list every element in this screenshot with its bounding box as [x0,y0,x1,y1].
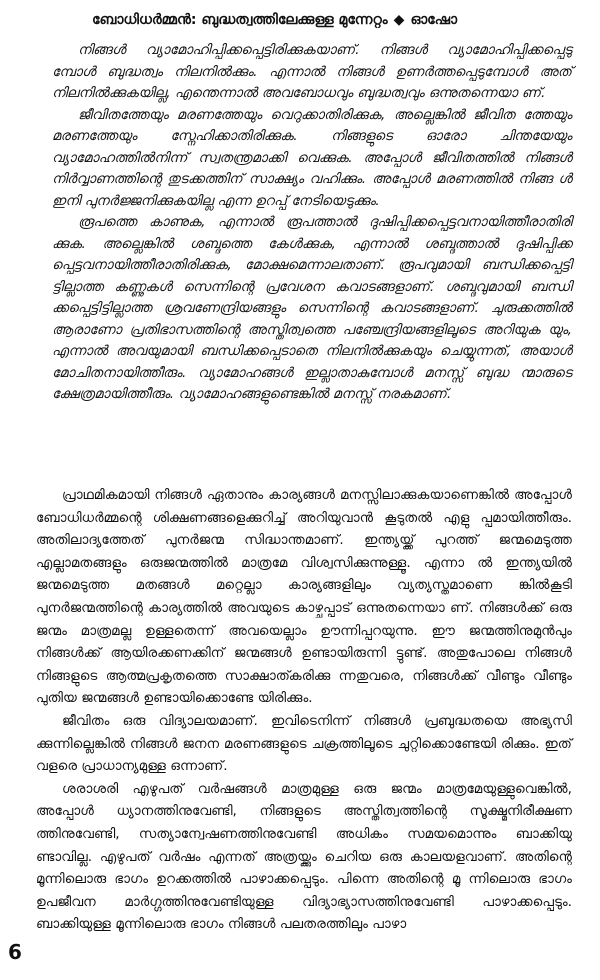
quote-paragraph: രൂപത്തെ കാണുക, എന്നാൽ രൂപത്താൽ ദുഷിപ്പിക്കപ്പെട്ടവനായിത്തീരാതിരി ക്കുക. അല്ലെങ്കിൽ ശബ്ദത്തെ കേൾക്കുക, എന്നാൽ ശബ്ദത്താൽ ദുഷിപ്പിക്ക പ്പെട്ടവനായിത്തീരാതിരിക്കുക, മോക്ഷമെന്നാലതാണ്. രൂപവുമായി ബന്ധിക്കപ്പെട്ടി ട്ടില്ലാത്ത കണ്ണുകൾ സെന്നിന്റെ പ്രവേശന കവാടങ്ങളാണ്. ശബ്ദവുമായി ബന്ധി ക്കപ്പെട്ടിട്ടില്ലാത്ത ശ്രവണേന്ദ്രിയങ്ങളും സെന്നിന്റെ കവാടങ്ങളാണ്. ചുരുക്കത്തിൽ ആരാണോ പ്രതിഭാസത്തിന്റെ അസ്തിത്വത്തെ പഞ്ചേന്ദ്രിയങ്ങളിലൂടെ അറിയുക യും, എന്നാൽ അവയുമായി ബന്ധിക്കപ്പെടാതെ നിലനിൽക്കുകയും ചെയ്യുന്നത്, അയാൾ മോചിതനായിത്തീരും. വ്യാമോഹങ്ങൾ ഇല്ലാതാകുമ്പോൾ മനസ്സ് ബുദ്ധ ന്മാരുടെ ക്ഷേത്രമായിത്തീരും. വ്യാമോഹങ്ങളുണ്ടെങ്കിൽ മനസ്സ് നരകമാണ്. [52,214,572,402]
running-header [92,10,512,30]
body-paragraph: ജീവിതം ഒരു വിദ്യാലയമാണ്. ഇവിടെനിന്ന് നിങ്ങൾ പ്രബുദ്ധതയെ അഭ്യസി ക്കുന്നില്ലെങ്കിൽ നിങ്ങൾ ജനന മരണങ്ങളുടെ ചക്രത്തിലൂടെ ചുറ്റിക്കൊണ്ടേയി രിക്കും. ഇത് വളരെ പ്രാധാന്യമുള്ള ഒന്നാണ്. [36,712,572,775]
book-title: ബോധിധർമ്മൻ: ബുദ്ധത്വത്തിലേക്കുള്ള മുന്നേറ്റം [92,12,388,28]
quote-paragraph: നിങ്ങൾ വ്യാമോഹിപ്പിക്കപ്പെട്ടിരിക്കുകയാണ്. നിങ്ങൾ വ്യാമോഹിപ്പിക്കപ്പെടു മ്പോൾ ബുദ്ധത്വം നിലനിൽക്കും. എന്നാൽ നിങ്ങൾ ഉണർത്തപ്പെടുമ്പോൾ അത് നിലനിൽക്കുകയില്ല, എന്തെന്നാൽ അവബോധവും ബുദ്ധത്വവും ഒന്നുതന്നെയാ ണ്. [52,42,572,101]
page-number: 6 [8,940,22,964]
commentary-text [36,484,572,936]
sutra-quote [52,40,572,406]
body-paragraph: പ്രാഥമികമായി നിങ്ങൾ ഏതാനും കാര്യങ്ങൾ മനസ്സിലാക്കുകയാണെങ്കിൽ അപ്പോൾ ബോധിധർമ്മന്റെ ശിക്ഷണങ്ങളെക്കുറിച്ച് അറിയുവാൻ കൂടുതൽ എളു പ്പമായിത്തീരും. അതിലാദ്യത്തേത് പുനർജന്മ സിദ്ധാന്തമാണ്. ഇന്ത്യയ്ക്ക് പുറത്ത് ജന്മമെടുത്ത എല്ലാമതങ്ങളും ഒരുജന്മത്തിൽ മാത്രമേ വിശ്വസിക്കുന്നുള്ളൂ. എന്നാ ൽ ഇന്ത്യയിൽ ജന്മമെടുത്ത മതങ്ങൾ മറ്റെല്ലാ കാര്യങ്ങളിലും വ്യത്യസ്തമാണെ ങ്കിൽകൂടി പുനർജന്മത്തിന്റെ കാര്യത്തിൽ അവയുടെ കാഴ്ചപ്പാട് ഒന്നുതന്നെയാ ണ്. നിങ്ങൾക്ക് ഒരു ജന്മം മാത്രമല്ല ഉള്ളതെന്ന് അവയെല്ലാം ഊന്നിപ്പറയുന്നു. ഈ ജന്മത്തിനുമുൻപും നിങ്ങൾക്ക് ആയിരക്കണക്കിന് ജന്മങ്ങൾ ഉണ്ടായിരുന്നി ട്ടുണ്ട്. അതുപോലെ നിങ്ങൾ നിങ്ങളുടെ ആത്മപ്രകൃതത്തെ സാക്ഷാത്കരിക്കു ന്നതുവരെ, നിങ്ങൾക്ക് വീണ്ടും വീണ്ടും പുതിയ ജന്മങ്ങൾ ഉണ്ടായിക്കൊണ്ടേ യിരിക്കും. [36,487,572,707]
quote-paragraph: ജീവിതത്തേയും മരണത്തേയും വെറുക്കാതിരിക്കുക, അല്ലെങ്കിൽ ജീവിത ത്തേയും മരണത്തേയും സ്നേഹിക്കാതിരിക്കുക. നിങ്ങളുടെ ഓരോ ചിന്തയേയും വ്യാമോഹത്തിൽനിന്ന് സ്വതന്ത്രമാക്കി വെക്കുക. അപ്പോൾ ജീവിതത്തിൽ നിങ്ങൾ നിർവ്വാണത്തിന്റെ തുടക്കത്തിന് സാക്ഷ്യം വഹിക്കും. അപ്പോൾ മരണത്തിൽ നിങ്ങ ൾ ഇനി പുനർജ്ജനിക്കുകയില്ല എന്ന ഉറപ്പ് നേടിയെടുക്കും. [52,106,572,209]
author-name: ഓഷോ [410,12,458,28]
body-paragraph: ശരാശരി എഴുപത് വർഷങ്ങൾ മാത്രമുള്ള ഒരു ജന്മം മാത്രമേയുള്ളുവെങ്കിൽ, അപ്പോൾ ധ്യാനത്തിനുവേണ്ടി, നിങ്ങളുടെ അസ്തിത്വത്തിന്റെ സൂക്ഷ്മനിരീക്ഷണ ത്തിനുവേണ്ടി, സത്യാന്വേഷണത്തിനുവേണ്ടി അധികം സമയമൊന്നും ബാക്കിയു ണ്ടാവില്ല. എഴുപത് വർഷം എന്നത് അത്രയ്ക്കും ചെറിയ ഒരു കാലയളവാണ്. അതിന്റെ മൂന്നിലൊരു ഭാഗം ഉറക്കത്തിൽ പാഴാക്കപ്പെടും. പിന്നെ അതിന്റെ മൂ ന്നിലൊരു ഭാഗം ഉപജീവന മാർഗ്ഗത്തിനുവേണ്ടിയുള്ള വിദ്യാഭ്യാസത്തിനുവേണ്ടി പാഴാക്കപ്പെടും. ബാക്കിയുള്ള മൂന്നിലൊരു ഭാഗം നിങ്ങൾ പലതരത്തിലും പാഴാ [36,780,572,933]
diamond-separator-icon: ◆ [393,12,405,28]
